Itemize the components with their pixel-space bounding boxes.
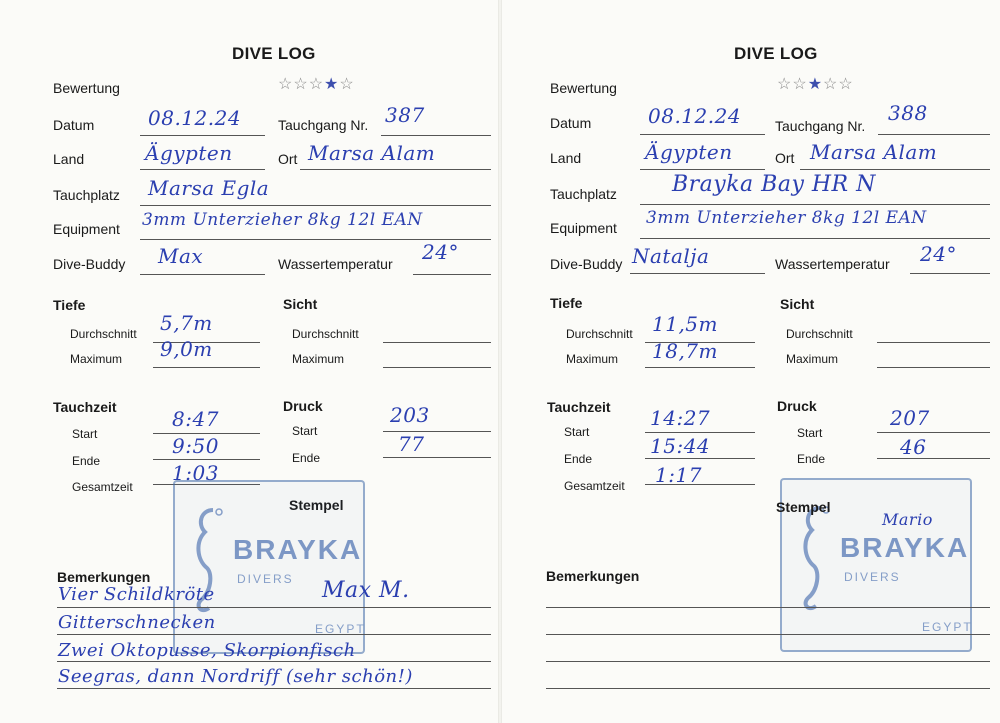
buddy-value: Natalja — [632, 244, 710, 268]
visibility-heading: Sicht — [283, 296, 318, 312]
place-value: Marsa Alam — [308, 141, 436, 165]
date-label: Datum — [53, 117, 95, 133]
site-label: Tauchplatz — [550, 186, 617, 202]
water-temp-value: 24° — [422, 240, 459, 264]
water-temp-label: Wassertemperatur — [775, 256, 890, 272]
remarks-line-3 — [546, 661, 990, 662]
time-end-line — [645, 458, 755, 459]
country-value: Ägypten — [145, 141, 233, 165]
equipment-label: Equipment — [550, 220, 617, 236]
remarks-line-3 — [57, 661, 491, 662]
time-start-value: 8:47 — [172, 407, 219, 431]
dive-number-value: 387 — [385, 103, 425, 127]
remarks-text-1: Vier Schildkröte — [58, 584, 215, 605]
time-total-value: 1:17 — [655, 463, 702, 487]
signature: Max M. — [322, 578, 410, 603]
signature: Mario — [882, 510, 933, 529]
place-value: Marsa Alam — [810, 140, 938, 164]
date-value: 08.12.24 — [148, 106, 242, 130]
water-temp-line — [413, 274, 491, 275]
depth-avg-label: Durchschnitt — [70, 327, 137, 341]
remarks-line-1 — [546, 607, 990, 608]
place-line — [800, 169, 990, 170]
time-end-value: 15:44 — [650, 434, 711, 458]
pressure-end-line — [877, 458, 990, 459]
pressure-start-value: 207 — [890, 406, 930, 430]
site-line — [640, 204, 990, 205]
buddy-line — [140, 274, 265, 275]
dive-number-label: Tauchgang Nr. — [775, 118, 866, 134]
rating-label: Bewertung — [550, 80, 617, 96]
pressure-end-value: 46 — [900, 435, 927, 459]
depth-max-line — [645, 367, 755, 368]
pressure-start-label: Start — [292, 424, 318, 438]
depth-max-value: 18,7m — [652, 339, 718, 363]
time-start-label: Start — [72, 427, 98, 441]
place-label: Ort — [278, 151, 298, 167]
date-label: Datum — [550, 115, 592, 131]
pressure-heading: Druck — [283, 398, 323, 414]
country-label: Land — [53, 151, 85, 167]
pressure-end-label: Ende — [797, 452, 826, 466]
equipment-line — [640, 238, 990, 239]
water-temp-value: 24° — [920, 242, 957, 266]
site-label: Tauchplatz — [53, 187, 120, 203]
equipment-value: 3mm Unterzieher 8kg 12l EAN — [646, 208, 927, 228]
stamp-label: Stempel — [776, 499, 831, 515]
visibility-max-label: Maximum — [292, 352, 345, 366]
depth-max-label: Maximum — [566, 352, 619, 366]
remarks-line-4 — [546, 688, 990, 689]
remarks-line-2 — [546, 634, 990, 635]
dive-time-heading: Tauchzeit — [53, 399, 117, 415]
time-total-label: Gesamtzeit — [72, 480, 133, 494]
pressure-start-label: Start — [797, 426, 823, 440]
dive-number-value: 388 — [888, 101, 928, 125]
site-line — [140, 205, 491, 206]
site-value: Marsa Egla — [148, 176, 270, 200]
depth-max-value: 9,0m — [160, 337, 213, 361]
buddy-label: Dive-Buddy — [550, 256, 623, 272]
stamp-brand: BRAYKA — [840, 532, 970, 563]
date-value: 08.12.24 — [648, 104, 742, 128]
stamp-divers: DIVERS — [237, 572, 294, 586]
rating-stars-icon: ☆☆☆★☆ — [278, 76, 355, 93]
stamp-country: EGYPT — [922, 620, 973, 634]
depth-avg-label: Durchschnitt — [566, 327, 633, 341]
stamp-country: EGYPT — [315, 622, 366, 636]
buddy-line — [630, 273, 765, 274]
dive-log-page-right — [500, 0, 1000, 723]
remarks-text-3: Zwei Oktopusse, Skorpionfisch — [58, 640, 356, 661]
stamp-divers: DIVERS — [844, 570, 901, 584]
water-temp-label: Wassertemperatur — [278, 256, 393, 272]
remarks-line-1 — [57, 607, 491, 608]
remarks-line-2 — [57, 634, 491, 635]
visibility-avg-line — [877, 342, 990, 343]
time-end-label: Ende — [564, 452, 593, 466]
visibility-max-label: Maximum — [786, 352, 839, 366]
dive-number-line — [381, 135, 491, 136]
remarks-line-4 — [57, 688, 491, 689]
visibility-avg-line — [383, 342, 491, 343]
country-label: Land — [550, 150, 582, 166]
depth-heading: Tiefe — [550, 295, 583, 311]
time-start-label: Start — [564, 425, 590, 439]
time-start-value: 14:27 — [650, 406, 711, 430]
place-line — [300, 169, 491, 170]
country-value: Ägypten — [645, 140, 733, 164]
page-title: DIVE LOG — [734, 44, 818, 63]
remarks-text-2: Gitterschnecken — [58, 612, 216, 633]
buddy-label: Dive-Buddy — [53, 256, 126, 272]
depth-max-line — [153, 367, 260, 368]
time-end-value: 9:50 — [172, 434, 219, 458]
dive-number-label: Tauchgang Nr. — [278, 117, 369, 133]
pressure-end-label: Ende — [292, 451, 321, 465]
stamp-brand: BRAYKA — [233, 534, 363, 565]
depth-avg-value: 5,7m — [160, 311, 213, 335]
visibility-avg-label: Durchschnitt — [786, 327, 853, 341]
time-end-line — [153, 459, 260, 460]
dive-number-line — [878, 134, 990, 135]
country-line — [640, 169, 765, 170]
time-start-line — [645, 432, 755, 433]
remarks-heading: Bemerkungen — [57, 569, 151, 585]
pressure-end-line — [383, 457, 491, 458]
pressure-start-value: 203 — [390, 403, 430, 427]
pressure-start-line — [877, 432, 990, 433]
equipment-label: Equipment — [53, 221, 120, 237]
pressure-end-value: 77 — [398, 432, 425, 456]
date-line — [640, 134, 765, 135]
depth-max-label: Maximum — [70, 352, 123, 366]
water-temp-line — [910, 273, 990, 274]
place-label: Ort — [775, 150, 795, 166]
visibility-heading: Sicht — [780, 296, 815, 312]
depth-heading: Tiefe — [53, 297, 86, 313]
rating-stars-icon: ☆☆★☆☆ — [777, 76, 854, 93]
rating-label: Bewertung — [53, 80, 120, 96]
country-line — [140, 169, 265, 170]
visibility-max-line — [877, 367, 990, 368]
equipment-value: 3mm Unterzieher 8kg 12l EAN — [142, 210, 423, 230]
date-line — [140, 135, 265, 136]
seahorse-icon — [790, 500, 840, 620]
time-total-value: 1:03 — [172, 461, 219, 485]
page-title: DIVE LOG — [232, 44, 316, 63]
depth-avg-value: 11,5m — [652, 312, 718, 336]
dive-time-heading: Tauchzeit — [547, 399, 611, 415]
buddy-value: Max — [158, 244, 204, 268]
remarks-text-4: Seegras, dann Nordriff (sehr schön!) — [58, 666, 413, 687]
visibility-avg-label: Durchschnitt — [292, 327, 359, 341]
remarks-heading: Bemerkungen — [546, 568, 640, 584]
stamp-label: Stempel — [289, 497, 344, 513]
time-total-label: Gesamtzeit — [564, 479, 625, 493]
visibility-max-line — [383, 367, 491, 368]
time-end-label: Ende — [72, 454, 101, 468]
site-value: Brayka Bay HR N — [672, 172, 876, 197]
pressure-heading: Druck — [777, 398, 817, 414]
